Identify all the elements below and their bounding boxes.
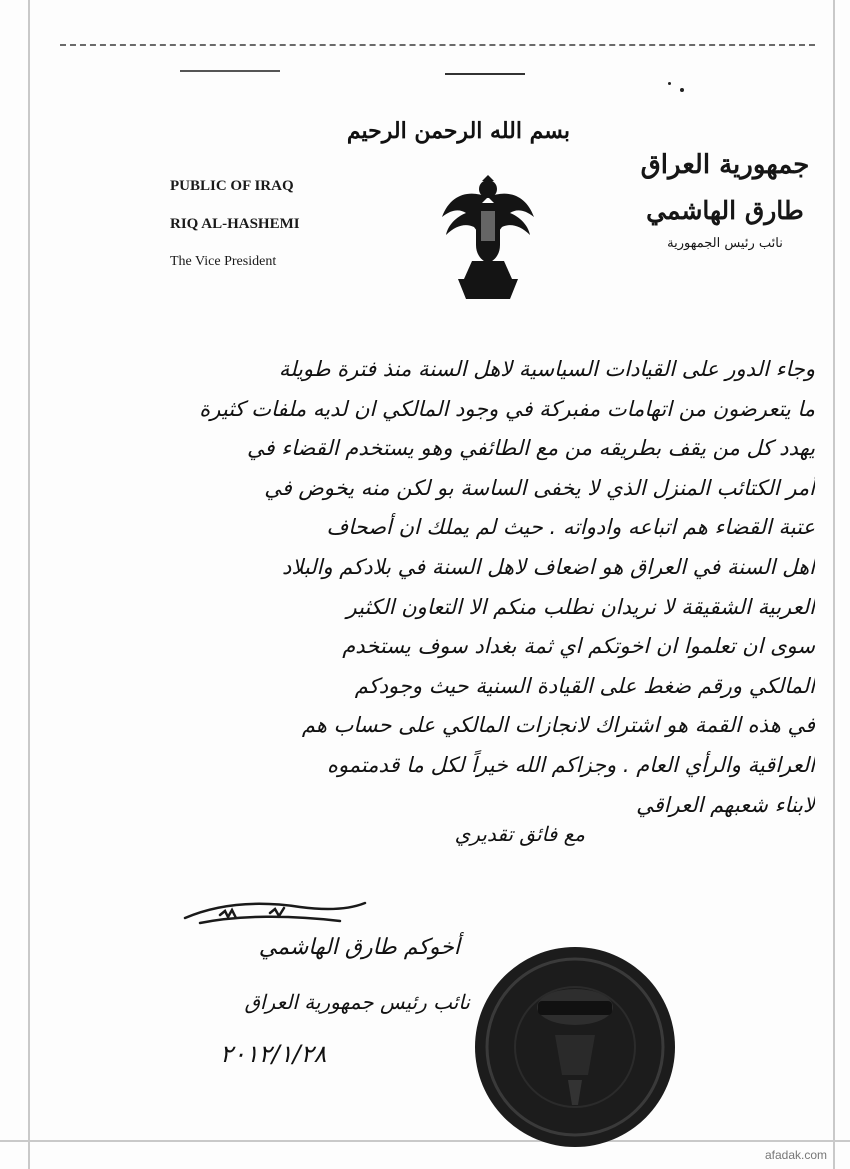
body-line: اهل السنة في العراق هو اضعاف لاهل السنة في بلادكم والبلاد [282,554,815,579]
top-center-dash [445,73,525,75]
body-line: المالكي ورقم ضغط على القيادة السنية حيث وجودكم [354,673,815,698]
letterhead-country-ar: جمهورية العراق [640,150,810,180]
basmala: بسم الله الرحمن الرحيم [346,118,570,144]
scan-edge-left [28,0,30,1169]
body-line: سوى ان تعلموا ان اخوتكم اي ثمة بغداد سوف يستخدم [342,634,815,659]
letterhead-english [170,178,370,278]
letterhead-title-en: The Vice President [170,254,277,269]
body-line: العراقية والرأي العام . وجزاكم الله خيراً لكل ما قدمتموه [326,752,815,777]
body-line: ما يتعرضون من اتهامات مفبركة في وجود المالكي ان لديه ملفات كثيرة [199,396,815,421]
letterhead-name-ar: طارق الهاشمي [646,196,804,225]
letterhead-name-en: RIQ AL-HASHEMI [170,216,300,232]
body-line: عتبة القضاء هم اتباعه وادواته . حيث لم يملك ان أصحاف [326,515,815,540]
closing-line: مع فائق تقديري [454,822,585,846]
eagle-emblem-icon [438,175,538,300]
body-line: أمر الكتائب المنزل الذي لا يخفى الساسة بو لكن منه يخوض في [264,475,815,500]
letterhead-country-en: PUBLIC OF IRAQ [170,178,294,194]
scan-edge-bottom [0,1140,850,1142]
top-short-rule [180,70,280,72]
scan-edge-right [833,0,835,1169]
signature-date: ٢٠١٢/١/٢٨ [220,1040,327,1068]
signature-scribble-icon [180,893,370,938]
signature-name: أخوكم طارق الهاشمي [258,935,460,960]
body-line: في هذه القمة هو اشتراك لانجازات المالكي على حساب هم [301,713,815,738]
letterhead-title-ar: نائب رئيس الجمهورية [667,236,783,251]
signature-title: نائب رئيس جمهورية العراق [244,990,470,1014]
top-dashed-rule [60,44,815,46]
body-line: العربية الشقيقة لا نريدان نطلب منكم الا التعاون الكثير [346,594,815,619]
speck [680,88,684,92]
body-line: لابناء شعبهم العراقي [636,792,815,817]
watermark: afadak.com [765,1148,828,1162]
speck [668,82,671,85]
body-line: يهدد كل من يقف بطريقه من مع الطائفي وهو يستخدم القضاء في [247,436,815,461]
official-seal-icon [470,945,680,1150]
letterhead-arabic [620,150,830,258]
body-line: وجاء الدور على القيادات السياسية لاهل السنة منذ فترة طويلة [278,357,815,381]
letter-body [90,350,815,825]
